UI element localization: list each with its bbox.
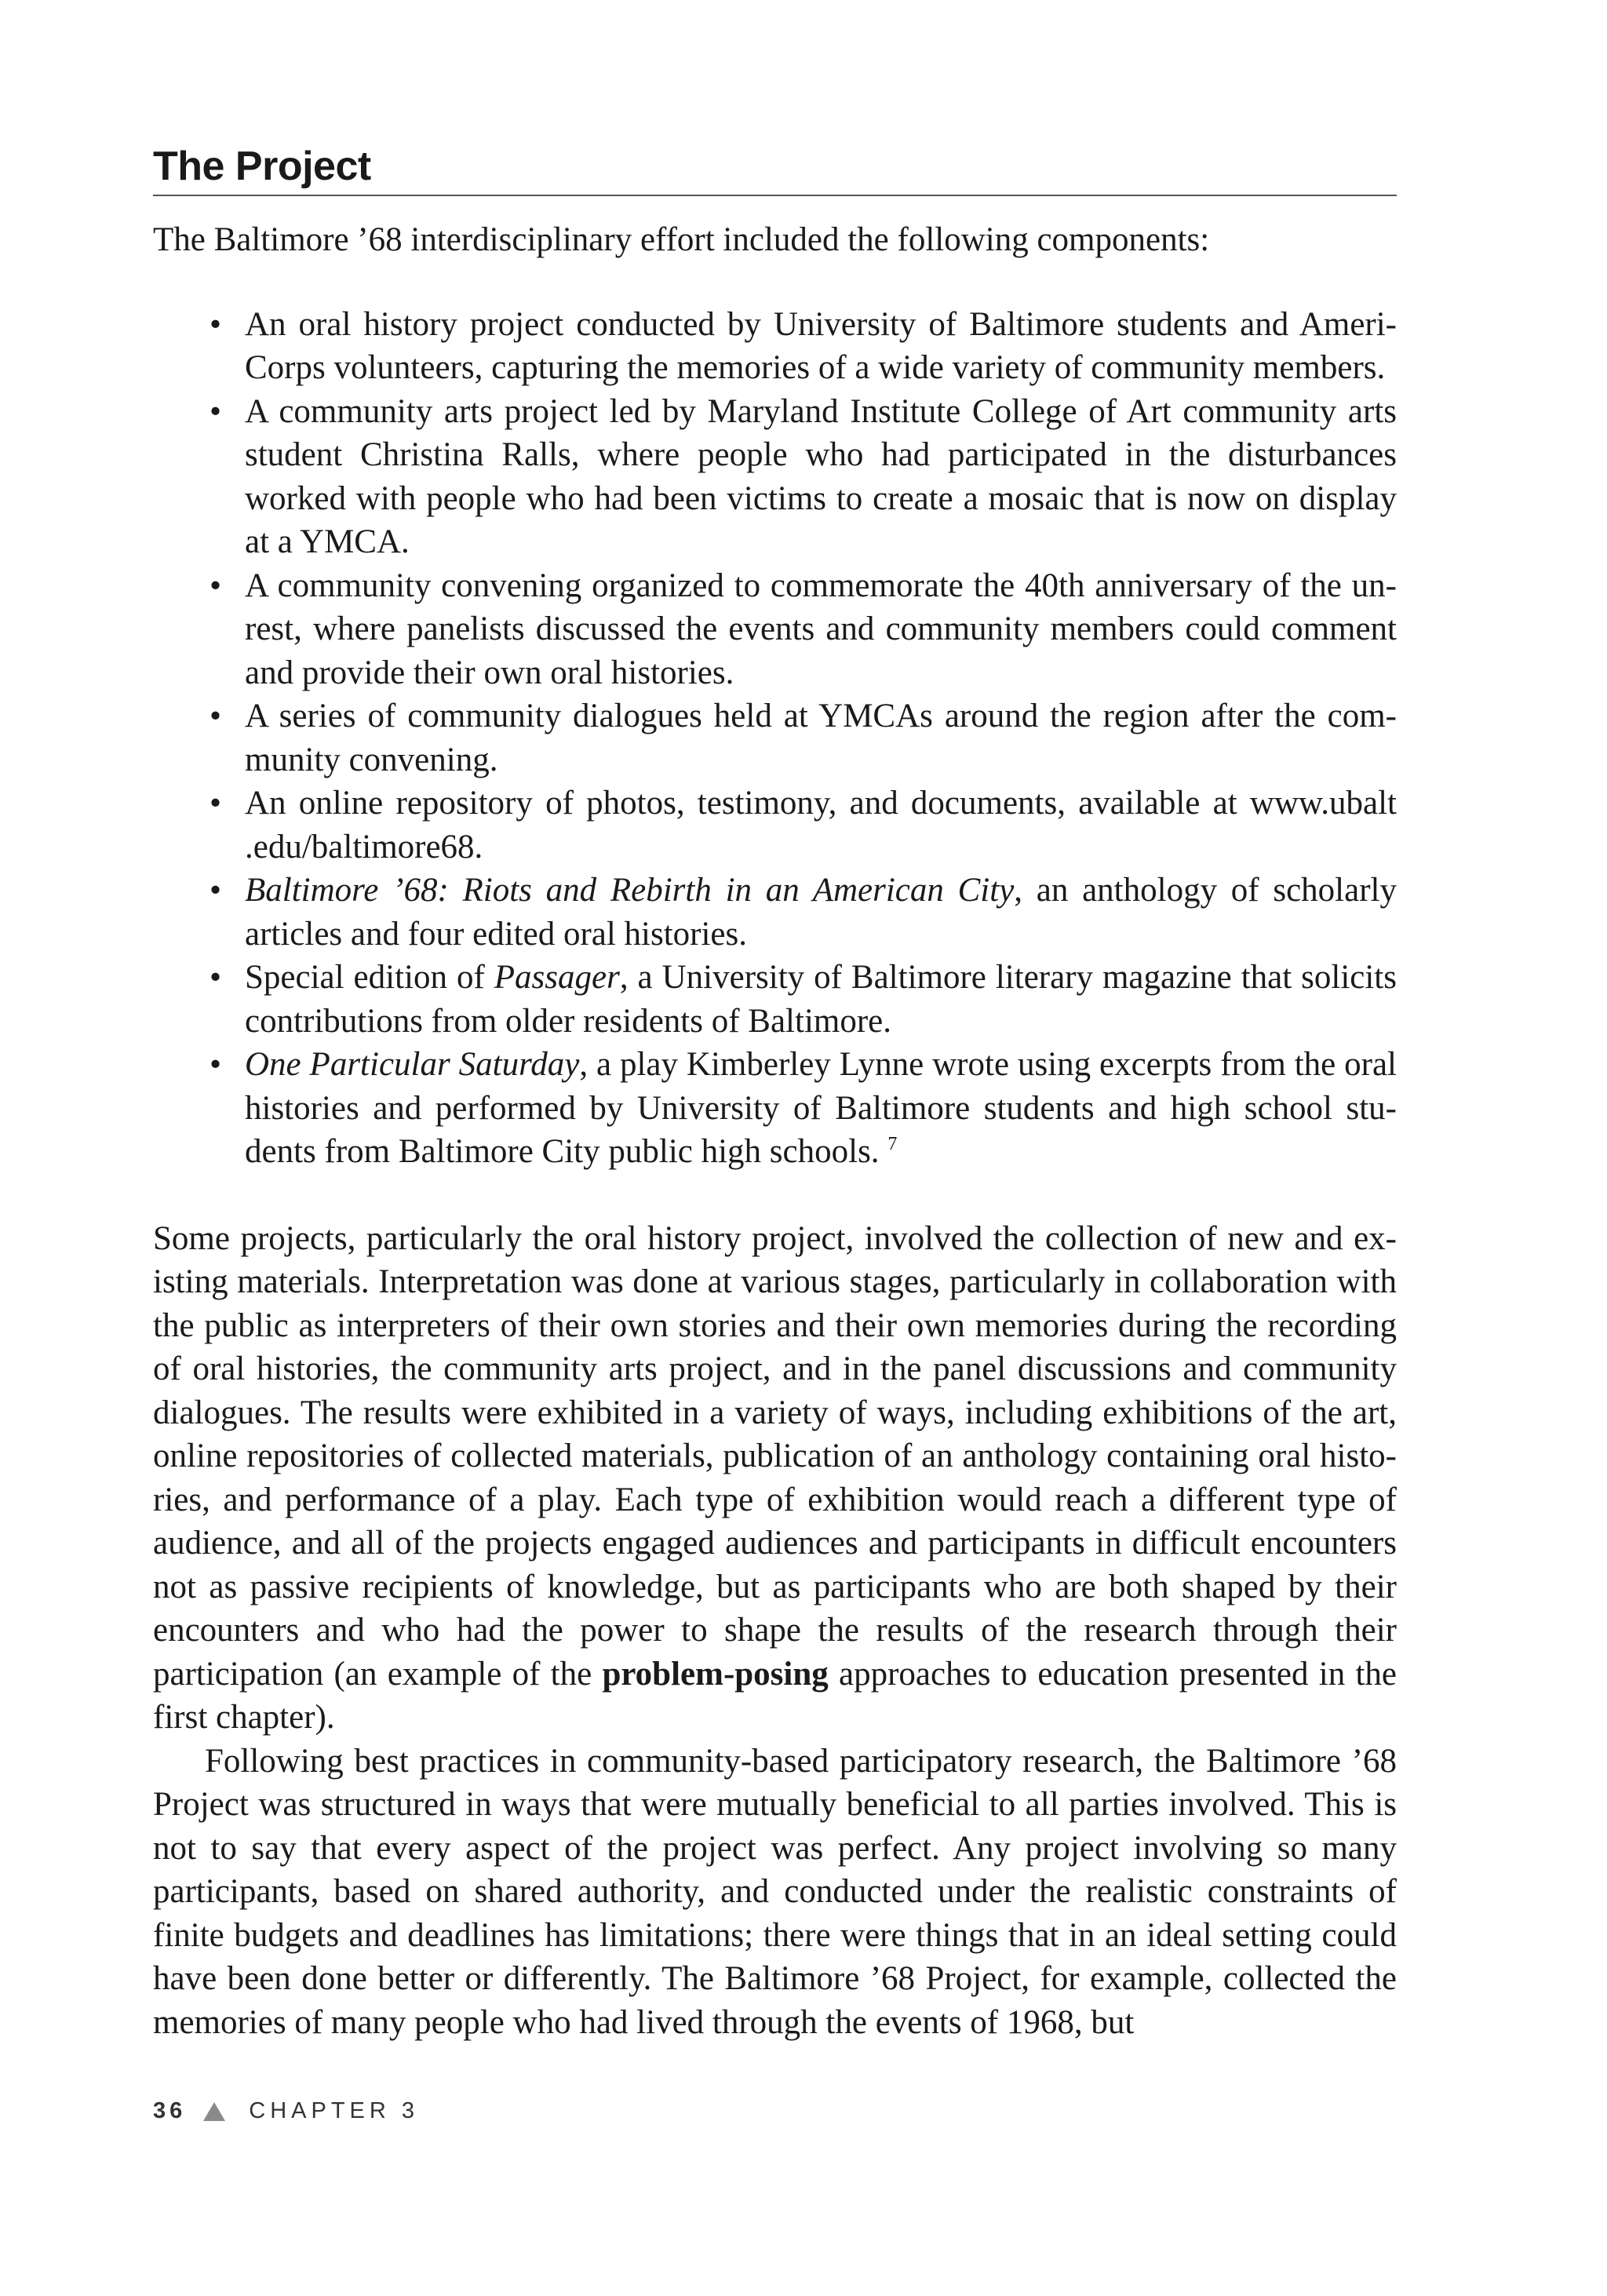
chapter-label: CHAPTER 3 <box>249 2098 420 2123</box>
section-heading: The Project <box>153 141 1397 196</box>
bullet-icon: • <box>210 305 222 343</box>
body-paragraph: Following best practices in community-based participatory research, the Baltimore ’68 Project was structured in ways that were mutually beneficial to all parties involved. This is not to say that every aspect of the project was perfect. Any project involving so many participants, based on shared authority, and conducted under the realistic constraints of finite budgets and deadlines has limitations; there were things that in an ideal setting could have been done better or differently. The Baltimore ’68 Project, for example, collected the memories of many people who had lived through the events of 1968, but <box>153 1742 1397 2041</box>
magazine-title: Passager <box>494 959 620 996</box>
list-item: • An oral history project conducted by University of Baltimore students and AmeriCorps volunteers, capturing the memories of a wide variety of community members. <box>245 303 1397 390</box>
page-number: 36 <box>153 2098 187 2123</box>
list-item: • Baltimore ’68: Riots and Rebirth in an American City, an anthology of scholarly articles and four edited oral histories. <box>245 869 1397 956</box>
bullet-icon: • <box>210 959 222 996</box>
list-item: • A series of community dialogues held at YMCAs around the region after the community convening. <box>245 694 1397 782</box>
bullet-icon: • <box>210 1046 222 1083</box>
bullet-icon: • <box>210 698 222 734</box>
body-paragraph: Some projects, particularly the oral history project, involved the collection of new and existing materials. Interpretation was done at various stages, particularly in collaboration with the public as interpreters of their own stories and their own memories during the recording of oral histories, the community arts project, and in the panel discussions and community dialogues. The results were exhibited in a variety of ways, including exhibitions of the art, online repositories of collected materials, publication of an anthology containing oral histories, and performance of a play. Each type of exhibition would reach a different type of audience, and all of the projects engaged audiences and participants in difficult encounters not as passive recipients of knowledge, but as participants who are both shaped by their encounters and who had the power to shape the results of the research through their participation (an example of the problem-posing approaches to education presented in the first chapter). <box>153 1219 1397 1736</box>
list-item: • A community convening organized to commemorate the 40th anniversary of the unrest, where panelists discussed the events and community members could comment and provide their own oral histories. <box>245 564 1397 695</box>
anthology-title: Baltimore ’68: Riots and Rebirth in an American City <box>245 872 1015 909</box>
bullet-icon: • <box>210 872 222 909</box>
page-footer <box>153 2098 419 2124</box>
body-text <box>153 1217 1397 2045</box>
footnote-marker[interactable]: 7 <box>887 1134 898 1154</box>
bullet-icon: • <box>210 392 222 430</box>
components-list <box>153 303 1397 1174</box>
bullet-icon: • <box>210 785 222 822</box>
page-content <box>153 141 1397 2044</box>
list-item: • Special edition of Passager, a University of Baltimore literary magazine that solicits contributions from older residents of Baltimore. <box>245 956 1397 1043</box>
list-item: • One Particular Saturday, a play Kimberley Lynne wrote using excerpts from the oral histories and performed by University of Baltimore students and high school students from Baltimore City public high schools. $^7$ <box>245 1043 1397 1174</box>
list-item: • A community arts project led by Maryland Institute College of Art community arts student Christina Ralls, where people who had participated in the disturbances worked with people who had been victims to create a mosaic that is now on display at a YMCA. <box>245 390 1397 564</box>
triangle-icon <box>203 2102 225 2121</box>
bullet-icon: • <box>210 567 222 604</box>
intro-paragraph: The Baltimore ’68 interdisciplinary effort included the following components: <box>153 221 1210 258</box>
play-title: One Particular Saturday <box>245 1046 580 1083</box>
key-term: problem-posing <box>602 1655 829 1693</box>
list-item: • An online repository of photos, testimony, and documents, available at www.ubalt .edu/baltimore68. <box>245 782 1397 869</box>
